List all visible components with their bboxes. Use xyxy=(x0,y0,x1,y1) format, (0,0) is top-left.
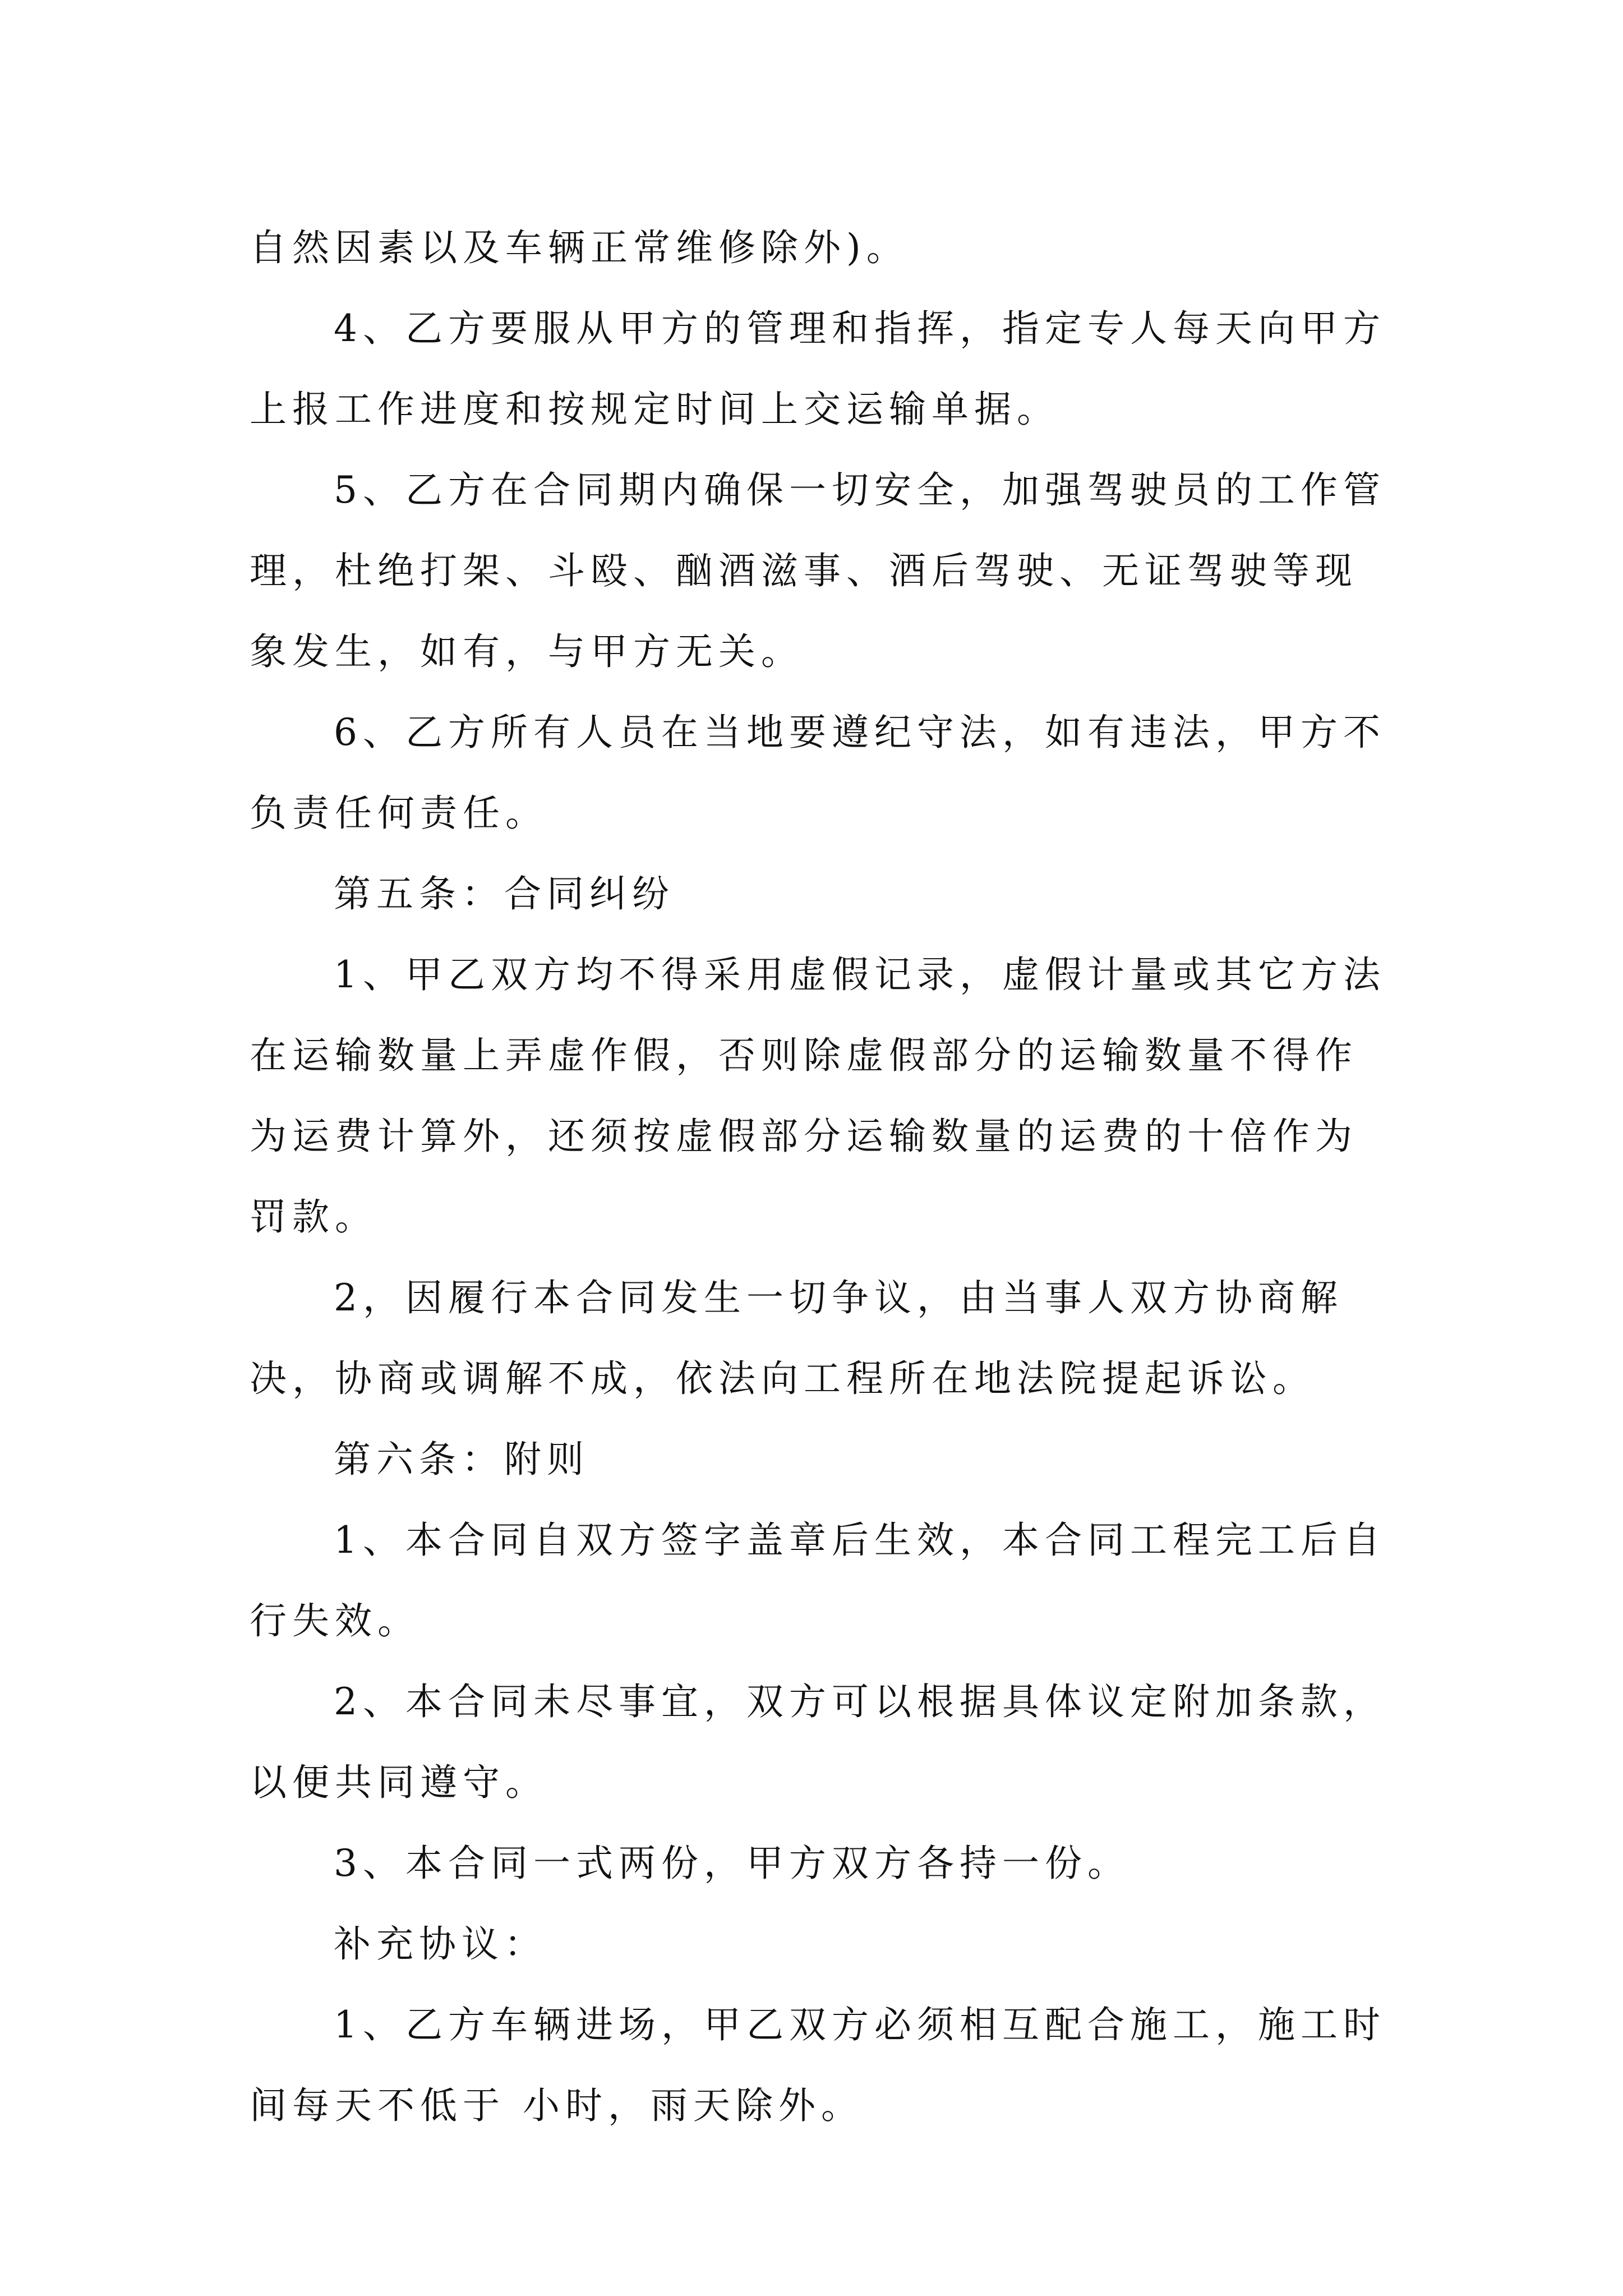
paragraph-1: 自然因素以及车辆正常维修除外)。 xyxy=(250,226,909,269)
section-heading-article-5: 第五条：合同纠纷 xyxy=(334,872,675,915)
section-heading-supplement: 补充协议： xyxy=(334,1922,547,1966)
paragraph-6: 2，因履行本合同发生一切争议，由当事人双方协商解决，协商或调解不成，依法向工程所在地法院提起诉讼。 xyxy=(250,1276,1343,1400)
paragraph-10: 1、乙方车辆进场，甲乙双方必须相互配合施工，施工时间每天不低于 小时，雨天除外。 xyxy=(250,2003,1386,2127)
paragraph-9: 3、本合同一式两份，甲方双方各持一份。 xyxy=(334,1842,1130,1885)
paragraph-4: 6、乙方所有人员在当地要遵纪守法，如有违法，甲方不负责任何责任。 xyxy=(250,711,1386,835)
paragraph-5: 1、甲乙双方均不得采用虚假记录，虚假计量或其它方法在运输数量上弄虚作假，否则除虚假部分的运输数量不得作为运费计算外，还须按虚假部分运输数量的运费的十倍作为罚款。 xyxy=(250,953,1386,1239)
section-heading-article-6: 第六条：附则 xyxy=(334,1438,589,1481)
paragraph-2: 4、乙方要服从甲方的管理和指挥，指定专人每天向甲方上报工作进度和按规定时间上交运输单据。 xyxy=(250,307,1386,431)
paragraph-8: 2、本合同未尽事宜，双方可以根据具体议定附加条款，以便共同遵守。 xyxy=(250,1680,1386,1804)
paragraph-3: 5、乙方在合同期内确保一切安全，加强驾驶员的工作管理，杜绝打架、斗殴、酗酒滋事、酒后驾驶、无证驾驶等现象发生，如有，与甲方无关。 xyxy=(250,468,1386,673)
document-body xyxy=(250,208,1388,2146)
paragraph-7: 1、本合同自双方签字盖章后生效，本合同工程完工后自行失效。 xyxy=(250,1519,1386,1642)
